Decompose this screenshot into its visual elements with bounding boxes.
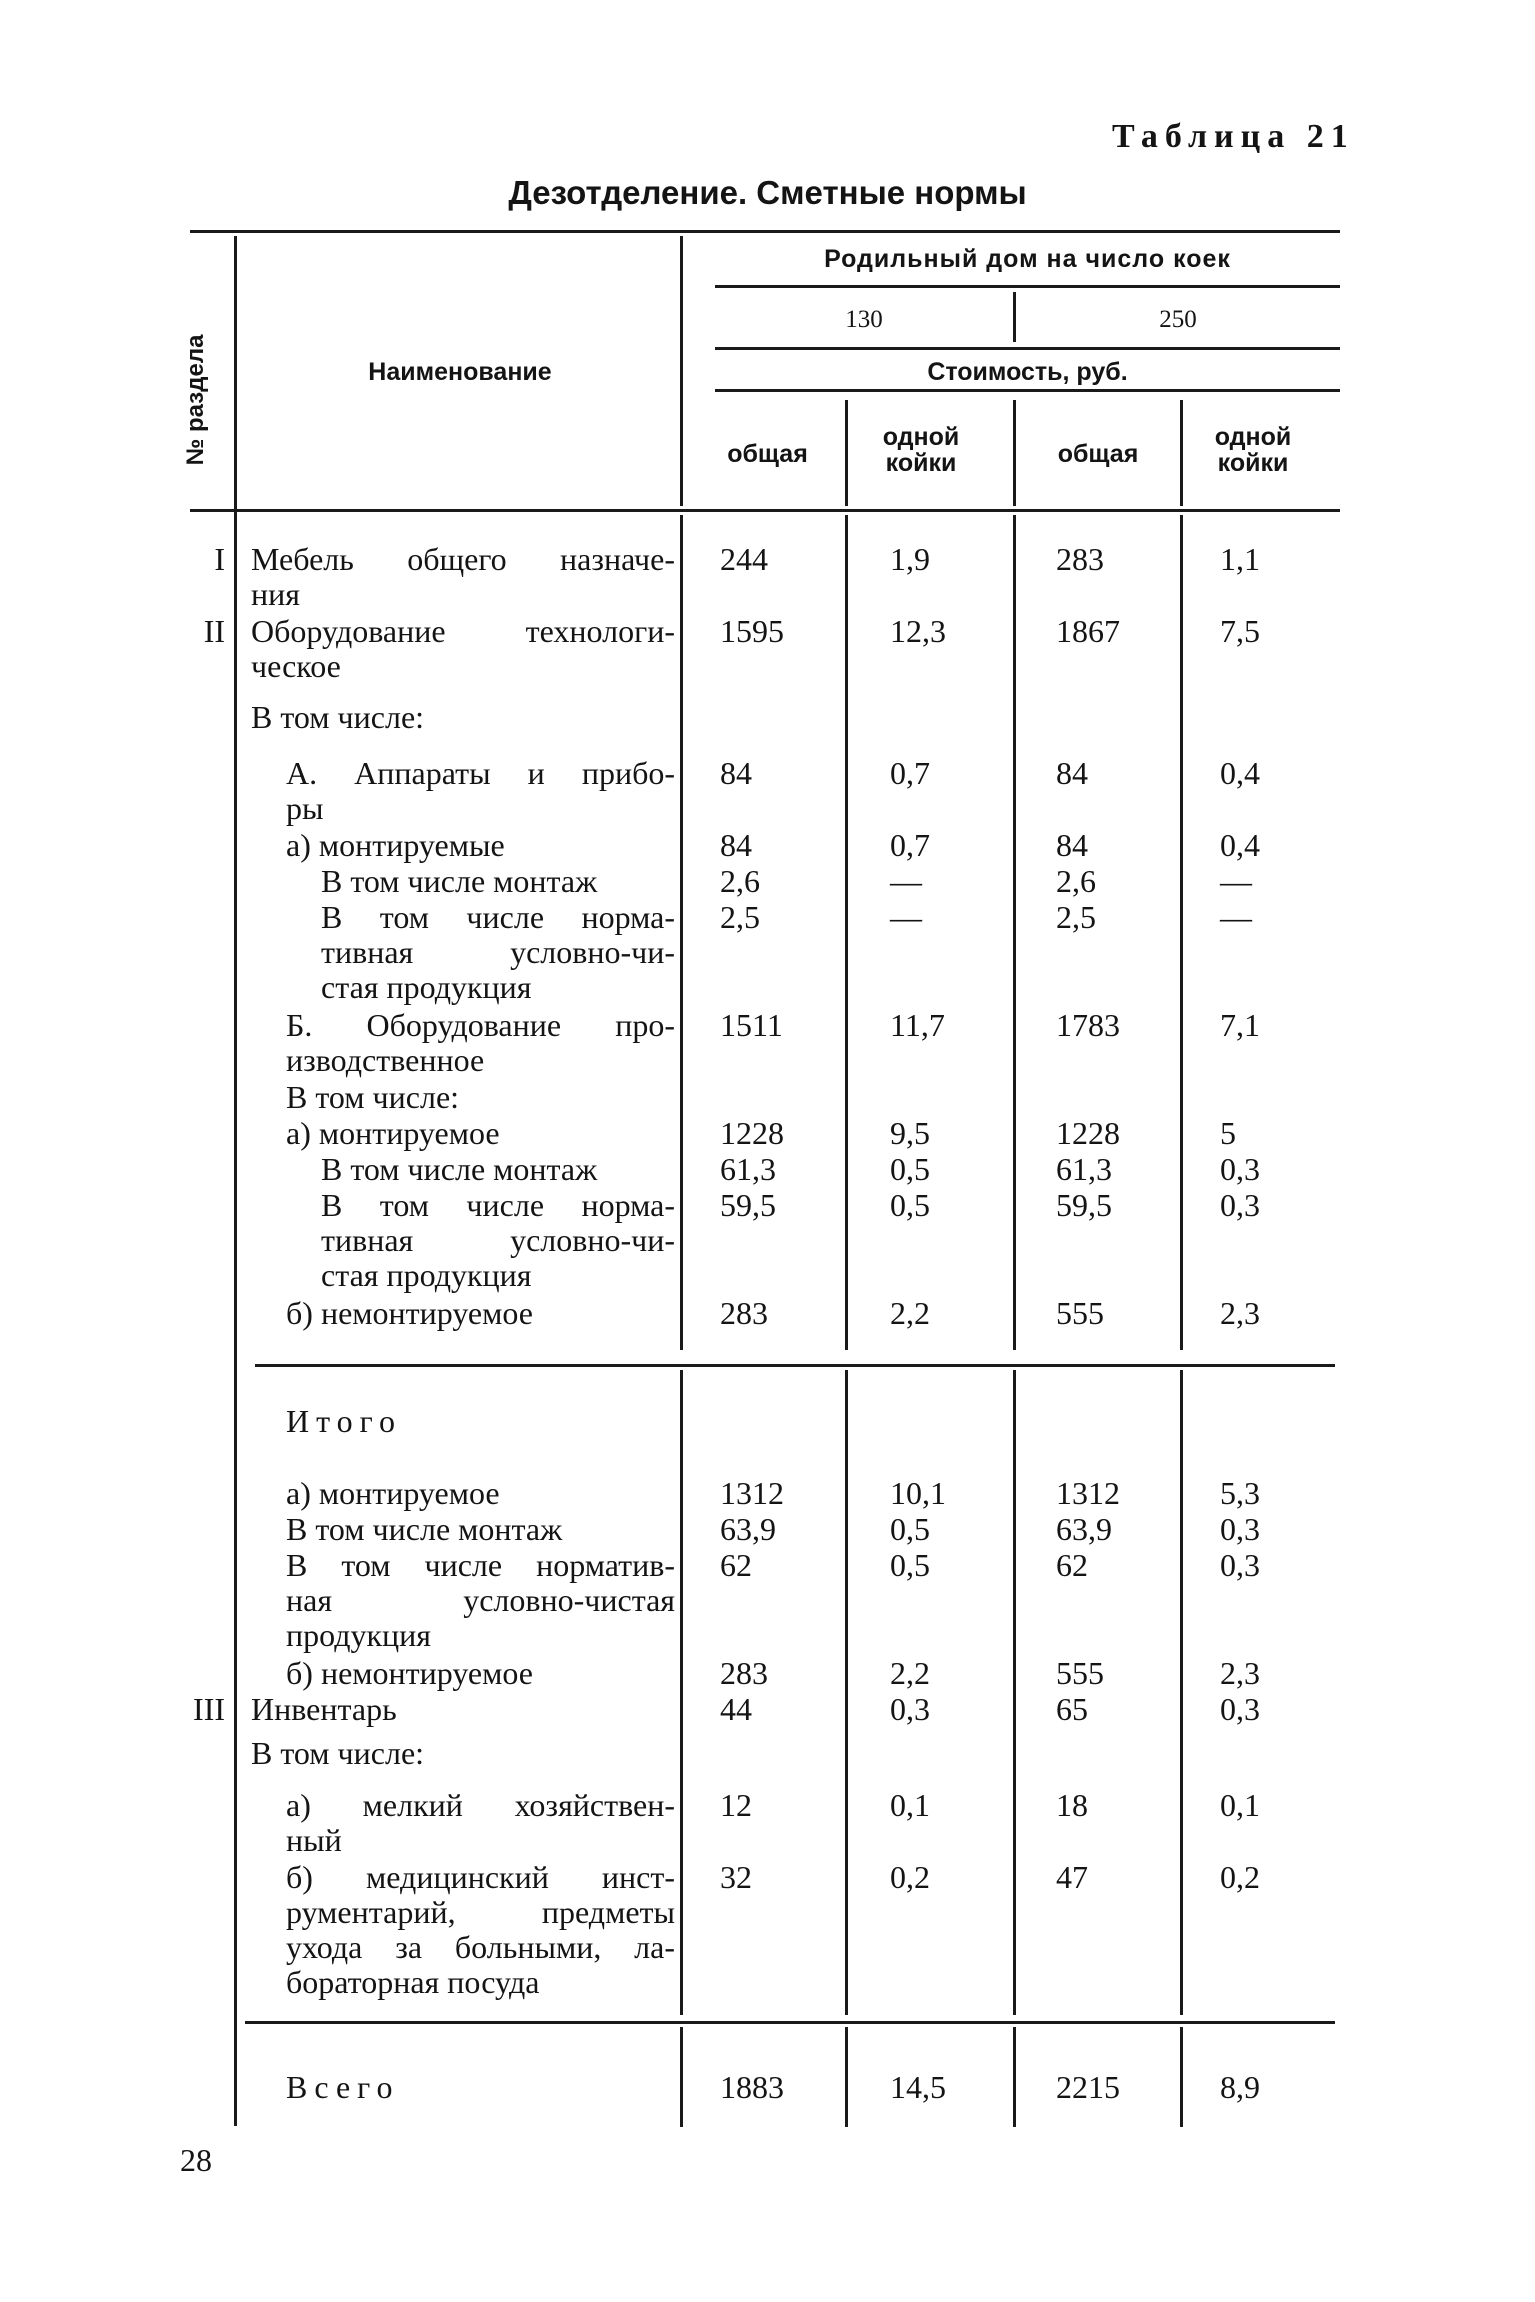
cost-per-bed-250: 0,4	[1220, 827, 1260, 863]
cost-per-bed-250: 0,4	[1220, 755, 1260, 791]
rule-cost	[715, 389, 1340, 392]
row-name-line: тивная условно-чи-	[321, 934, 675, 970]
cost-total-130: 84	[720, 755, 752, 791]
vline-c3-body	[1180, 515, 1183, 1350]
row-name	[251, 700, 675, 735]
row-name-line: В том числе норма-	[321, 899, 675, 935]
row-name-line: Оборудование технологи-	[251, 613, 675, 649]
cost-per-bed-250: 0,3	[1220, 1691, 1260, 1727]
row-name	[286, 1860, 675, 2000]
row-name	[286, 2070, 675, 2105]
vline-c1-body	[845, 515, 848, 1350]
section-number: I	[214, 541, 225, 577]
cost-total-130: 1883	[720, 2069, 784, 2105]
row-name	[321, 864, 675, 899]
col-section-header: № раздела	[182, 334, 209, 466]
cost-per-bed-250: 0,2	[1220, 1859, 1260, 1895]
row-name-line: Мебель общего назначе-	[251, 541, 675, 577]
col-total-250: общая	[1057, 440, 1139, 468]
cost-total-250: 2215	[1056, 2069, 1120, 2105]
row-name	[321, 1188, 675, 1293]
col-total-130: общая	[727, 440, 808, 468]
cost-total-250: 2,5	[1056, 899, 1096, 935]
row-name	[286, 828, 675, 863]
row-name-line: а) монтируемое	[286, 1115, 500, 1151]
cost-per-bed-130: 0,5	[890, 1187, 930, 1223]
cost-total-250: 84	[1056, 755, 1088, 791]
row-name-line: В том числе:	[251, 699, 425, 735]
cost-per-bed-130: 9,5	[890, 1115, 930, 1151]
vline-section	[234, 236, 237, 2126]
cost-per-bed-130: 1,9	[890, 541, 930, 577]
vline-name-itogo	[680, 1370, 683, 2015]
row-name-line: В том числе норма-	[321, 1187, 675, 1223]
row-name-line: б) немонтируемое	[286, 1295, 533, 1331]
cost-total-130: 1595	[720, 613, 784, 649]
row-name-line: Всего	[286, 2069, 400, 2105]
row-name	[251, 1736, 675, 1771]
vline-c2-body	[1013, 515, 1016, 1350]
table-title: Дезотделение. Сметные нормы	[508, 174, 1027, 211]
row-name-line: а) мелкий хозяйствен-	[286, 1787, 675, 1823]
cost-per-bed-130: 0,5	[890, 1511, 930, 1547]
cost-per-bed-130: 12,3	[890, 613, 946, 649]
row-name	[286, 1116, 675, 1151]
cost-total-250: 1783	[1056, 1007, 1120, 1043]
row-name-line: а) монтируемые	[286, 827, 505, 863]
cost-total-130: 283	[720, 1295, 768, 1331]
vline-name-header	[680, 236, 683, 506]
cost-per-bed-250: 0,3	[1220, 1511, 1260, 1547]
row-name-line: а) монтируемое	[286, 1475, 500, 1511]
row-name	[321, 900, 675, 1005]
cost-total-130: 283	[720, 1655, 768, 1691]
cost-total-250: 2,6	[1056, 863, 1096, 899]
row-name-line: А. Аппараты и прибо-	[286, 755, 675, 791]
col-name-header: Наименование	[368, 358, 552, 386]
cost-total-250: 63,9	[1056, 1511, 1112, 1547]
cost-per-bed-250: 0,1	[1220, 1787, 1260, 1823]
cost-per-bed-250: 7,5	[1220, 613, 1260, 649]
vline-c2-vsego	[1013, 2027, 1016, 2127]
row-name	[286, 1788, 675, 1858]
rule-group	[715, 285, 1340, 288]
cost-total-130: 44	[720, 1691, 752, 1727]
cost-total-130: 62	[720, 1547, 752, 1583]
cost-total-130: 244	[720, 541, 768, 577]
cost-total-250: 555	[1056, 1295, 1104, 1331]
vline-c2-itogo	[1013, 1370, 1016, 2015]
col-beds-250: 250	[1159, 306, 1197, 333]
cost-total-250: 62	[1056, 1547, 1088, 1583]
row-name-line: ческое	[251, 648, 341, 684]
cost-total-250: 1312	[1056, 1475, 1120, 1511]
cost-total-130: 59,5	[720, 1187, 776, 1223]
cost-per-bed-130: 2,2	[890, 1295, 930, 1331]
cost-per-bed-130: 2,2	[890, 1655, 930, 1691]
cost-total-130: 63,9	[720, 1511, 776, 1547]
rule-beds	[715, 347, 1340, 350]
cost-per-bed-250: 0,3	[1220, 1151, 1260, 1187]
section-number: III	[193, 1691, 225, 1727]
cost-per-bed-250: 5	[1220, 1115, 1236, 1151]
cost-total-130: 1511	[720, 1007, 783, 1043]
cost-per-bed-130: 0,1	[890, 1787, 930, 1823]
cost-total-250: 59,5	[1056, 1187, 1112, 1223]
row-name	[251, 542, 675, 612]
cost-total-250: 84	[1056, 827, 1088, 863]
row-name-line: Инвентарь	[251, 1691, 397, 1727]
vline-name-vsego	[680, 2027, 683, 2127]
vline-c3-header	[1180, 400, 1183, 506]
col-perbed-250: одной койки	[1214, 423, 1292, 477]
vline-c1-vsego	[845, 2027, 848, 2127]
col-cost-header: Стоимость, руб.	[927, 358, 1128, 386]
row-name-line: стая продукция	[321, 969, 532, 1005]
row-name	[321, 1152, 675, 1187]
cost-total-250: 555	[1056, 1655, 1104, 1691]
cost-per-bed-250: 0,3	[1220, 1547, 1260, 1583]
row-name-line: Итого	[286, 1403, 402, 1439]
cost-total-250: 65	[1056, 1691, 1088, 1727]
cost-per-bed-250: 1,1	[1220, 541, 1260, 577]
row-name-line: Б. Оборудование про-	[286, 1007, 675, 1043]
row-name	[286, 1476, 675, 1511]
cost-per-bed-130: 0,7	[890, 755, 930, 791]
cost-per-bed-130: 0,2	[890, 1859, 930, 1895]
cost-total-250: 1228	[1056, 1115, 1120, 1151]
row-name-line: продукция	[286, 1617, 431, 1653]
vline-c3-vsego	[1180, 2027, 1183, 2127]
row-name	[251, 614, 675, 684]
cost-total-130: 84	[720, 827, 752, 863]
rule-vsego	[245, 2021, 1335, 2024]
table-label: Таблица 21	[1112, 118, 1355, 155]
cost-per-bed-130: 0,7	[890, 827, 930, 863]
row-name-line: В том числе норматив-	[286, 1547, 675, 1583]
cost-per-bed-130: 14,5	[890, 2069, 946, 2105]
row-name	[286, 1296, 675, 1331]
section-number: II	[203, 613, 225, 649]
cost-per-bed-130: —	[890, 899, 922, 935]
cost-total-130: 2,5	[720, 899, 760, 935]
vline-c3-itogo	[1180, 1370, 1183, 2015]
row-name-line: ный	[286, 1822, 342, 1858]
row-name	[286, 1656, 675, 1691]
cost-total-250: 1867	[1056, 613, 1120, 649]
cost-per-bed-130: 0,5	[890, 1151, 930, 1187]
row-name	[286, 1404, 675, 1439]
rule-header-bottom	[190, 509, 1340, 512]
cost-total-130: 1228	[720, 1115, 784, 1151]
cost-per-bed-250: 0,3	[1220, 1187, 1260, 1223]
cost-per-bed-130: 0,3	[890, 1691, 930, 1727]
row-name-line: б) немонтируемое	[286, 1655, 533, 1691]
cost-per-bed-250: 8,9	[1220, 2069, 1260, 2105]
cost-per-bed-130: 10,1	[890, 1475, 946, 1511]
vline-c1-header	[845, 400, 848, 506]
row-name-line: ухода за больными, ла-	[286, 1929, 675, 1965]
cost-per-bed-250: 2,3	[1220, 1295, 1260, 1331]
row-name-line: стая продукция	[321, 1257, 532, 1293]
row-name	[251, 1692, 675, 1727]
rule-top	[190, 230, 1340, 233]
row-name-line: бораторная посуда	[286, 1964, 540, 2000]
row-name	[286, 756, 675, 826]
row-name-line: В том числе монтаж	[321, 1151, 598, 1187]
row-name-line: изводственное	[286, 1042, 485, 1078]
cost-total-130: 2,6	[720, 863, 760, 899]
cost-total-130: 1312	[720, 1475, 784, 1511]
cost-total-250: 283	[1056, 541, 1104, 577]
cost-total-130: 12	[720, 1787, 752, 1823]
row-name-line: ры	[286, 790, 324, 826]
row-name	[286, 1548, 675, 1653]
row-name-line: тивная условно-чи-	[321, 1222, 675, 1258]
cost-total-250: 47	[1056, 1859, 1088, 1895]
cost-total-250: 61,3	[1056, 1151, 1112, 1187]
row-name-line: В том числе монтаж	[286, 1511, 563, 1547]
row-name	[286, 1512, 675, 1547]
cost-per-bed-250: 7,1	[1220, 1007, 1260, 1043]
cost-per-bed-250: —	[1220, 899, 1252, 935]
row-name-line: рументарий, предметы	[286, 1894, 675, 1930]
cost-per-bed-130: 0,5	[890, 1547, 930, 1583]
cost-total-130: 61,3	[720, 1151, 776, 1187]
row-name-line: ная условно-чистая	[286, 1582, 675, 1618]
col-perbed-130: одной койки	[882, 423, 960, 477]
cost-total-130: 32	[720, 1859, 752, 1895]
page-number: 28	[180, 2142, 212, 2178]
row-name-line: В том числе монтаж	[321, 863, 598, 899]
cost-total-250: 18	[1056, 1787, 1088, 1823]
vline-name-body	[680, 515, 683, 1350]
col-group-header: Родильный дом на число коек	[824, 245, 1231, 273]
cost-per-bed-250: 2,3	[1220, 1655, 1260, 1691]
row-name-line: б) медицинский инст-	[286, 1859, 675, 1895]
col-beds-130: 130	[845, 306, 883, 333]
cost-per-bed-250: —	[1220, 863, 1252, 899]
cost-per-bed-130: 11,7	[890, 1007, 945, 1043]
rule-itogo	[255, 1364, 1335, 1367]
row-name	[286, 1008, 675, 1078]
vline-c1-itogo	[845, 1370, 848, 2015]
cost-per-bed-250: 5,3	[1220, 1475, 1260, 1511]
row-name	[286, 1080, 675, 1115]
row-name-line: В том числе:	[251, 1735, 425, 1771]
row-name-line: ния	[251, 576, 300, 612]
cost-per-bed-130: —	[890, 863, 922, 899]
row-name-line: В том числе:	[286, 1079, 460, 1115]
